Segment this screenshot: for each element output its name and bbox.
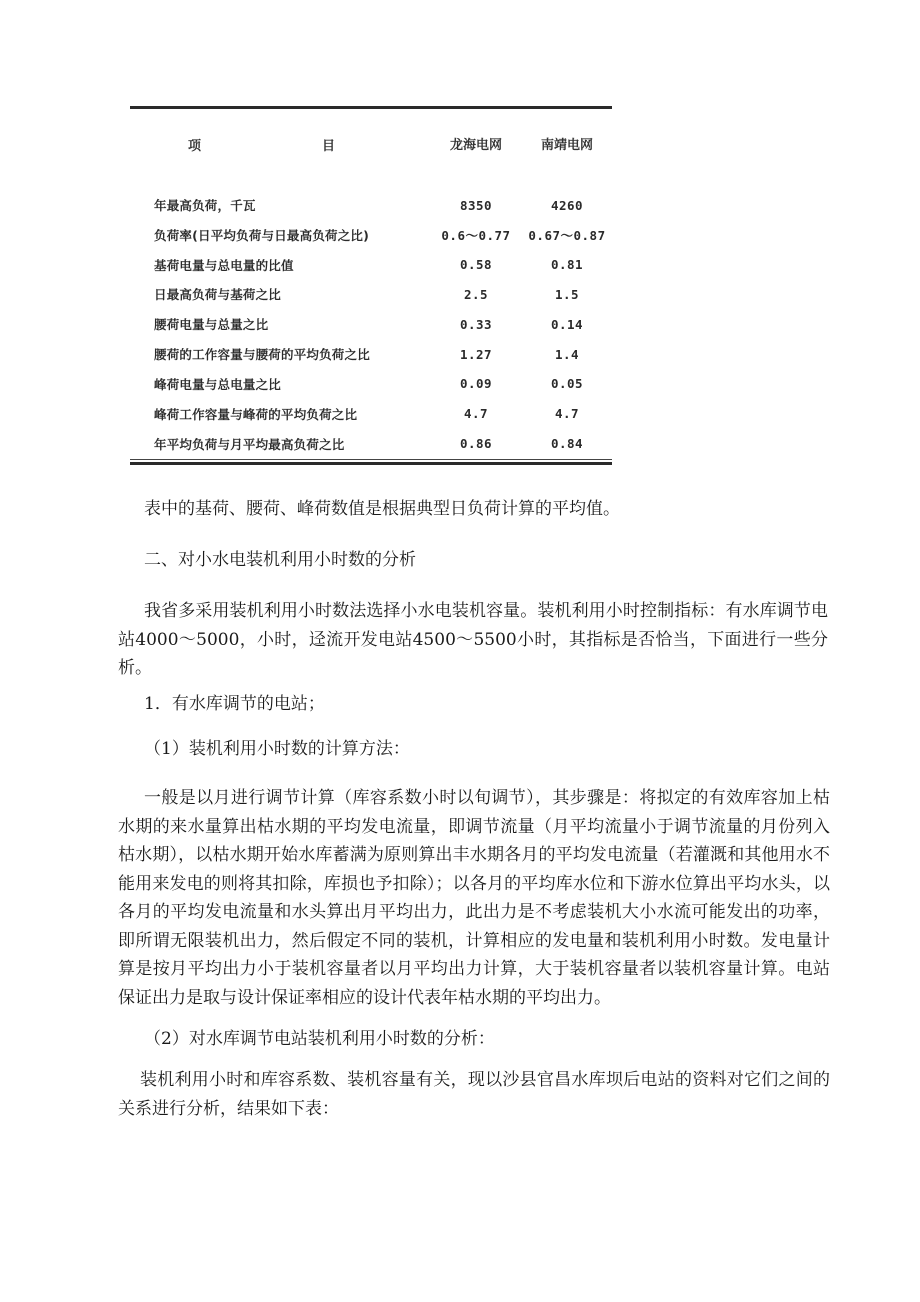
table-row bbox=[130, 280, 612, 310]
header-nanjing: 南靖电网 bbox=[540, 138, 593, 153]
table-row bbox=[130, 339, 612, 369]
table-header-row bbox=[130, 109, 612, 178]
header-item-part2: 目 bbox=[322, 139, 336, 154]
table-row bbox=[130, 429, 612, 459]
row-item: 腰荷的工作容量与腰荷的平均负荷之比 bbox=[154, 347, 370, 363]
row-nanjing-value: 0.84 bbox=[550, 436, 584, 452]
row-nanjing-value: 0.05 bbox=[550, 376, 584, 392]
load-characteristics-table bbox=[130, 106, 612, 465]
table-row bbox=[130, 250, 612, 280]
row-nanjing-value: 1.5 bbox=[554, 286, 580, 302]
table-bottom-thick-rule bbox=[130, 462, 612, 465]
row-nanjing-value: 0.14 bbox=[550, 316, 584, 332]
analysis-paragraph: 装机利用小时和库容系数、装机容量有关，现以沙县官昌水库坝后电站的资料对它们之间的关系进行分析，结果如下表： bbox=[118, 1070, 830, 1119]
header-item bbox=[130, 109, 430, 178]
row-nanjing-value: 1.4 bbox=[554, 346, 580, 362]
section-heading-2: 二、对小水电装机利用小时数的分析 bbox=[144, 550, 416, 570]
row-item: 腰荷电量与总量之比 bbox=[154, 317, 269, 333]
row-longhai-value: 0.86 bbox=[459, 436, 493, 452]
row-item: 基荷电量与总电量的比值 bbox=[154, 257, 294, 273]
row-longhai-value: 0.6～0.77 bbox=[441, 227, 511, 243]
data-table bbox=[130, 109, 612, 459]
row-item: 峰荷电量与总电量之比 bbox=[154, 376, 282, 392]
header-item-part1: 项 bbox=[188, 139, 202, 154]
table-row bbox=[130, 369, 612, 399]
row-longhai-value: 0.33 bbox=[459, 316, 493, 332]
row-nanjing-value: 4.7 bbox=[554, 406, 580, 422]
table-bottom-rule bbox=[130, 459, 612, 460]
table-row bbox=[130, 178, 612, 220]
table-row bbox=[130, 220, 612, 250]
method-paragraph: 一般是以月进行调节计算（库容系数小时以旬调节），其步骤是：将拟定的有效库容加上枯水期的来水量算出枯水期的平均发电流量，即调节流量（月平均流量小于调节流量的月份列入枯水期），以枯水期开始水库蓄满为原则算出丰水期各月的平均发电流量（若灌溉和其他用水不能用来发电的则将其扣除，库损也予扣除）；以各月的平均库水位和下游水位算出平均水头，以各月的平均发电流量和水头算出月平均出力，此出力是不考虑装机大小水流可能发出的功率，即所谓无限装机出力，然后假定不同的装机，计算相应的发电量和装机利用小时数。发电量计算是按月平均出力小于装机容量者以月平均出力计算，大于装机容量者以装机容量计算。电站保证出力是取与设计保证率相应的设计代表年枯水期的平均出力。 bbox=[118, 788, 830, 1008]
row-nanjing-value: 0.81 bbox=[550, 257, 584, 273]
row-longhai-value: 4.7 bbox=[463, 406, 489, 422]
header-longhai: 龙海电网 bbox=[449, 138, 502, 153]
row-longhai-value: 0.58 bbox=[459, 257, 493, 273]
row-item: 日最高负荷与基荷之比 bbox=[154, 287, 282, 303]
row-item: 年最高负荷，千瓦 bbox=[154, 198, 256, 213]
table-note: 表中的基荷、腰荷、峰荷数值是根据典型日负荷计算的平均值。 bbox=[144, 499, 620, 519]
row-nanjing-value: 0.67～0.87 bbox=[528, 227, 606, 243]
subsection-1-1-heading: （1）装机利用小时数的计算方法： bbox=[144, 739, 410, 759]
row-item: 年平均负荷与月平均最高负荷之比 bbox=[154, 436, 345, 452]
table-row bbox=[130, 399, 612, 429]
row-longhai-value: 0.09 bbox=[459, 376, 493, 392]
row-item: 峰荷工作容量与峰荷的平均负荷之比 bbox=[154, 406, 358, 422]
row-longhai-value: 8350 bbox=[459, 197, 493, 213]
subsection-1-2-heading: （2）对水库调节电站装机利用小时数的分析： bbox=[144, 1029, 495, 1049]
row-nanjing-value: 4260 bbox=[550, 197, 584, 213]
intro-paragraph: 我省多采用装机利用小时数法选择小水电装机容量。装机利用小时控制指标：有水库调节电站4000～5000，小时，迳流开发电站4500～5500小时，其指标是否恰当，下面进行一些分析。 bbox=[118, 601, 828, 678]
subsection-1-heading: 1．有水库调节的电站； bbox=[144, 694, 325, 714]
row-longhai-value: 2.5 bbox=[463, 286, 489, 302]
row-longhai-value: 1.27 bbox=[459, 346, 493, 362]
table-row bbox=[130, 309, 612, 339]
row-item: 负荷率(日平均负荷与日最高负荷之比) bbox=[154, 227, 370, 243]
